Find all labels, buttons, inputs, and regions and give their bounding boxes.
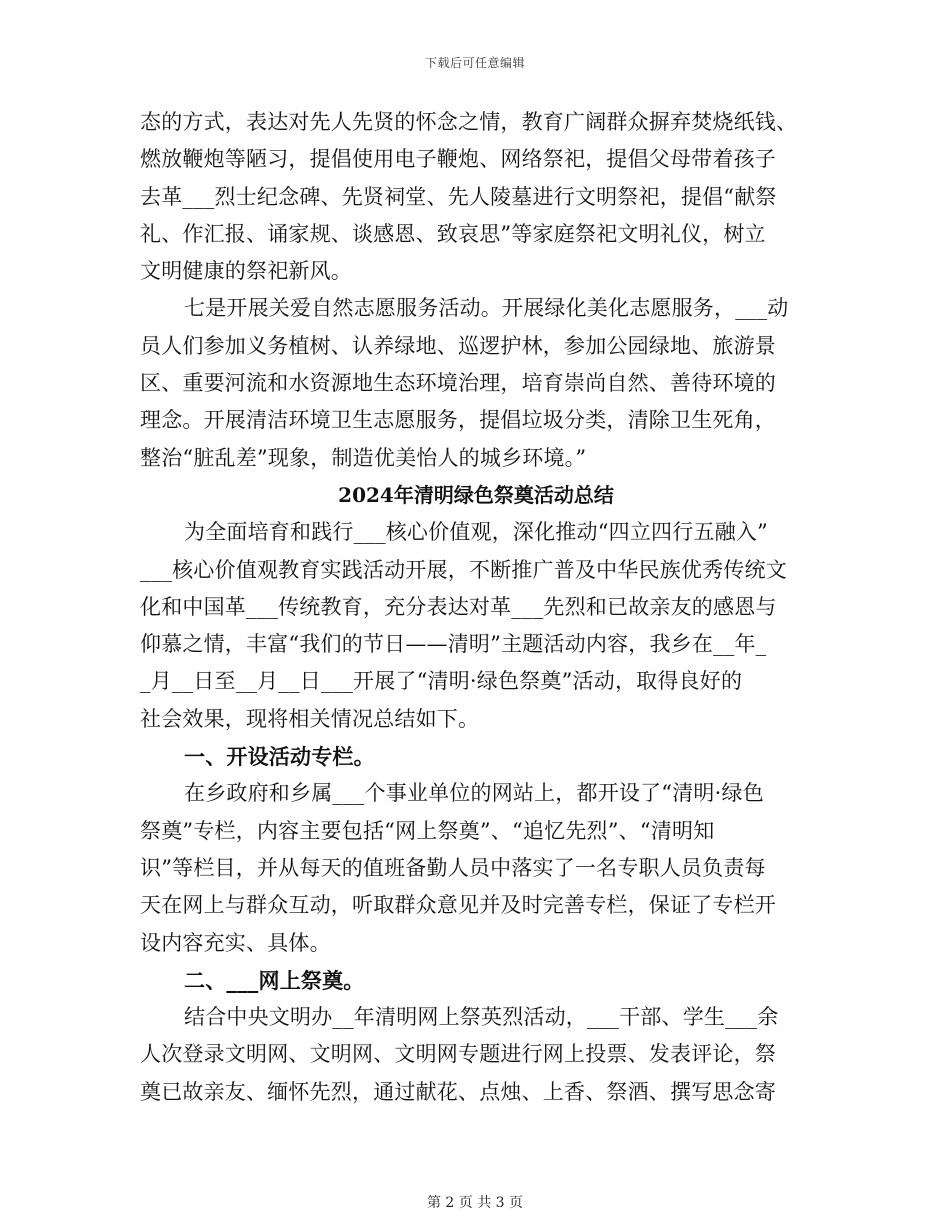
paragraph-line: 仰慕之情，丰富“我们的节日——清明”主题活动内容，我乡在__年_ — [140, 632, 767, 657]
paragraph-line: 化和中国革___传统教育，充分表达对革___先烈和已故亲友的感恩与 — [140, 594, 777, 619]
paragraph-line: 去革___烈士纪念碑、先贤祠堂、先人陵墓进行文明祭祀，提倡“献祭 — [140, 184, 777, 209]
page-header: 下载后可任意编辑 — [424, 56, 525, 70]
paragraph-line: 人次登录文明网、文明网、文明网专题进行网上投票、发表评论，祭 — [140, 1042, 776, 1067]
paragraph-line: 燃放鞭炮等陋习，提倡使用电子鞭炮、网络祭祀，提倡父母带着孩子 — [140, 147, 776, 172]
paragraph-line: 整治“脏乱差”现象，制造优美怡人的城乡环境。” — [140, 445, 587, 470]
page-footer: 第 2 页 共 3 页 — [426, 1195, 524, 1211]
paragraph-line: 识”等栏目，并从每天的值班备勤人员中落实了一名专职人员负责每 — [140, 855, 766, 880]
paragraph-line: 区、重要河流和水资源地生态环境治理，培育崇尚自然、善待环境的 — [140, 371, 776, 396]
paragraph-line: 态的方式，表达对先人先贤的怀念之情，教育广阔群众摒弃焚烧纸钱、 — [140, 110, 798, 134]
paragraph-line: 设内容充实、具体。 — [140, 930, 331, 955]
paragraph-line: 天在网上与群众互动，听取群众意见并及时完善专栏，保证了专栏开 — [140, 893, 776, 918]
paragraph-line: 员人们参加义务植树、认养绿地、巡逻护林，参加公园绿地、旅游景 — [140, 333, 776, 358]
paragraph-first-line: 在乡政府和乡属___个事业单位的网站上，都开设了“清明·绿色 — [184, 781, 764, 806]
paragraph-line: 文明健康的祭祀新风。 — [140, 259, 352, 284]
paragraph-first-line: 结合中央文明办__年清明网上祭英烈活动，___干部、学生___余 — [184, 1005, 779, 1030]
section-title: 2024年清明绿色祭奠活动总结 — [338, 482, 614, 507]
document-body — [140, 104, 812, 1111]
paragraph-line: 奠已故亲友、缅怀先烈，通过献花、点烛、上香、祭酒、撰写思念寄 — [140, 1079, 776, 1104]
paragraph-line: 理念。开展清洁环境卫生志愿服务，提倡垃圾分类，清除卫生死角， — [140, 408, 776, 433]
subsection-heading: 一、开设活动专栏。 — [184, 744, 375, 770]
paragraph-line: ___核心价值观教育实践活动开展，不断推广普及中华民族优秀传统文 — [140, 557, 787, 582]
paragraph-line: 祭奠”专栏，内容主要包括“网上祭奠”、“追忆先烈”、“清明知 — [140, 818, 715, 843]
paragraph-line: _月__日至__月__日___开展了“清明·绿色祭奠”活动，取得良好的 — [140, 669, 743, 694]
paragraph-first-line: 七是开展关爱自然志愿服务活动。开展绿化美化志愿服务，___动 — [184, 296, 789, 321]
subsection-heading: 二、___网上祭奠。 — [184, 967, 365, 993]
paragraph-line: 社会效果，现将相关情况总结如下。 — [140, 706, 480, 731]
paragraph-first-line: 为全面培育和践行___核心价值观，深化推动“四立四行五融入” — [184, 520, 768, 545]
paragraph-line: 礼、作汇报、诵家规、谈感恩、致哀思”等家庭祭祀文明礼仪，树立 — [140, 221, 766, 246]
